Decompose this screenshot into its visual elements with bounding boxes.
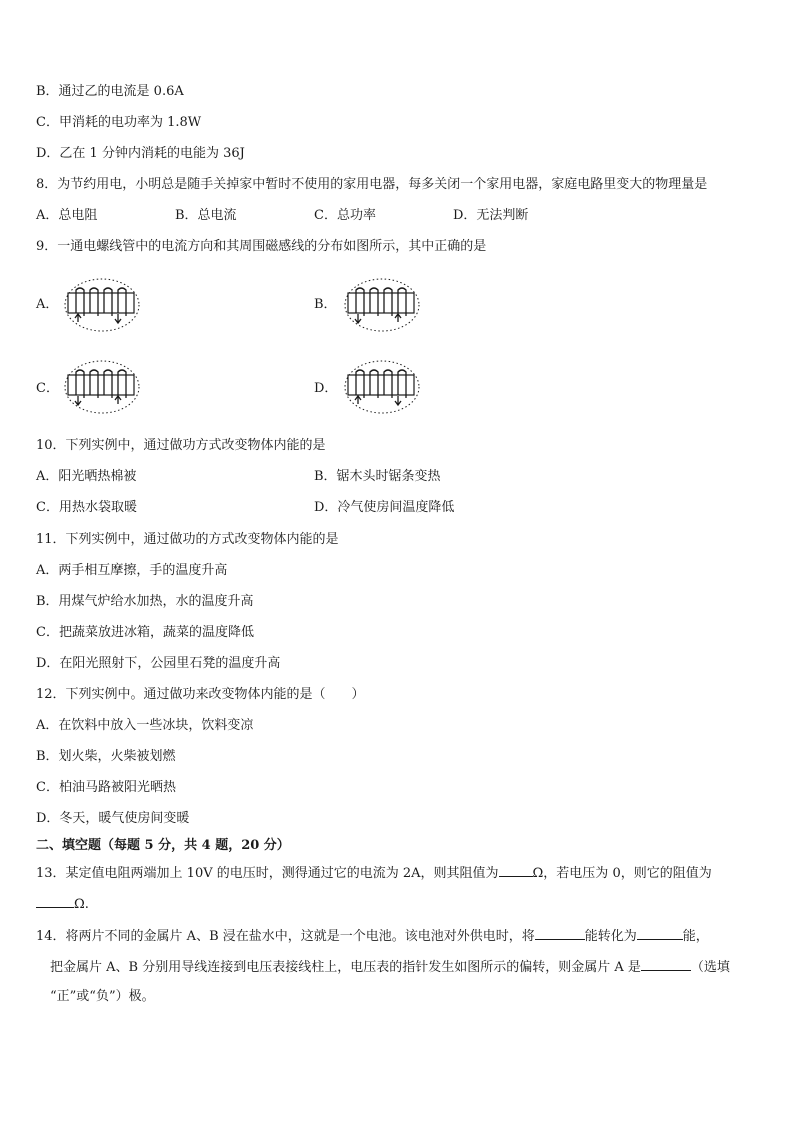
q10-option-b: B．锯木头时锯条变热 bbox=[314, 469, 441, 484]
q14-text-4: 把金属片 A、B 分别用导线连接到电压表接线柱上，电压表的指针发生如图所示的偏转，则金属片 A 是 bbox=[50, 960, 641, 975]
q11-option-a: A．两手相互摩擦，手的温度升高 bbox=[36, 563, 228, 578]
q9-label-a: A． bbox=[36, 297, 59, 312]
q8-option-d: D．无法判断 bbox=[453, 208, 529, 223]
q11-option-c: C．把蔬菜放进冰箱，蔬菜的温度降低 bbox=[36, 625, 254, 640]
q13-line-1 bbox=[36, 864, 712, 882]
q12-stem: 12．下列实例中。通过做功来改变物体内能的是（ ） bbox=[36, 687, 365, 702]
q13-text-2: Ω，若电压为 0，则它的阻值为 bbox=[532, 866, 712, 881]
q14-text-5: （选填 bbox=[690, 960, 730, 975]
q13-blank-resistance-zero[interactable] bbox=[36, 895, 74, 908]
q9-label-c: C． bbox=[36, 381, 59, 396]
q14-line-3: “正”或“负”）极。 bbox=[50, 989, 155, 1004]
q14-text-1: 14．将两片不同的金属片 A、B 浸在盐水中，这就是一个电池。该电池对外供电时，将 bbox=[36, 929, 535, 944]
q14-text-2: 能转化为 bbox=[584, 929, 637, 944]
q9-stem: 9．一通电螺线管中的电流方向和其周围磁感线的分布如图所示，其中正确的是 bbox=[36, 239, 487, 254]
q12-option-c: C．柏油马路被阳光晒热 bbox=[36, 780, 176, 795]
q12-option-b: B．划火柴，火柴被划燃 bbox=[36, 749, 176, 764]
q14-text-3: 能， bbox=[682, 929, 709, 944]
q14-blank-energy-from[interactable] bbox=[535, 927, 585, 940]
q9-label-b: B． bbox=[314, 297, 337, 312]
q14-blank-pole[interactable] bbox=[641, 958, 691, 971]
q8-option-a: A．总电阻 bbox=[36, 208, 98, 223]
section-heading-fill-in: 二、填空题（每题 5 分，共 4 题，20 分） bbox=[36, 838, 290, 853]
q9-solenoid-figure-d bbox=[342, 358, 422, 416]
q10-option-d: D．冷气使房间温度降低 bbox=[314, 500, 455, 515]
q9-solenoid-figure-a bbox=[62, 276, 142, 334]
q7-option-d: D．乙在 1 分钟内消耗的电能为 36J bbox=[36, 146, 245, 161]
q11-stem: 11．下列实例中，通过做功的方式改变物体内能的是 bbox=[36, 532, 339, 547]
q10-option-a: A．阳光晒热棉被 bbox=[36, 469, 137, 484]
q13-text-3: Ω. bbox=[74, 897, 89, 912]
q8-option-b: B．总电流 bbox=[175, 208, 237, 223]
q14-line-1 bbox=[36, 927, 709, 945]
q13-line-2 bbox=[36, 895, 89, 913]
q9-solenoid-figure-c bbox=[62, 358, 142, 416]
q14-blank-energy-to[interactable] bbox=[637, 927, 683, 940]
q12-option-d: D．冬天，暖气使房间变暖 bbox=[36, 811, 190, 826]
q13-blank-resistance[interactable] bbox=[499, 864, 533, 877]
q8-option-c: C．总功率 bbox=[314, 208, 376, 223]
q7-option-b: B．通过乙的电流是 0.6A bbox=[36, 84, 184, 99]
q10-option-c: C．用热水袋取暖 bbox=[36, 500, 137, 515]
q12-option-a: A．在饮料中放入一些冰块，饮料变凉 bbox=[36, 718, 254, 733]
q9-solenoid-figure-b bbox=[342, 276, 422, 334]
q9-label-d: D． bbox=[314, 381, 338, 396]
q10-stem: 10．下列实例中，通过做功方式改变物体内能的是 bbox=[36, 438, 326, 453]
q13-text-1: 13．某定值电阻两端加上 10V 的电压时，测得通过它的电流为 2A，则其阻值为 bbox=[36, 866, 499, 881]
q14-line-2 bbox=[50, 958, 730, 976]
q8-stem: 8．为节约用电，小明总是随手关掉家中暂时不使用的家用电器，每多关闭一个家用电器，家庭电路里变大的物理量是 bbox=[36, 177, 708, 192]
q7-option-c: C．甲消耗的电功率为 1.8W bbox=[36, 115, 202, 130]
q11-option-d: D．在阳光照射下，公园里石凳的温度升高 bbox=[36, 656, 281, 671]
q11-option-b: B．用煤气炉给水加热，水的温度升高 bbox=[36, 594, 254, 609]
